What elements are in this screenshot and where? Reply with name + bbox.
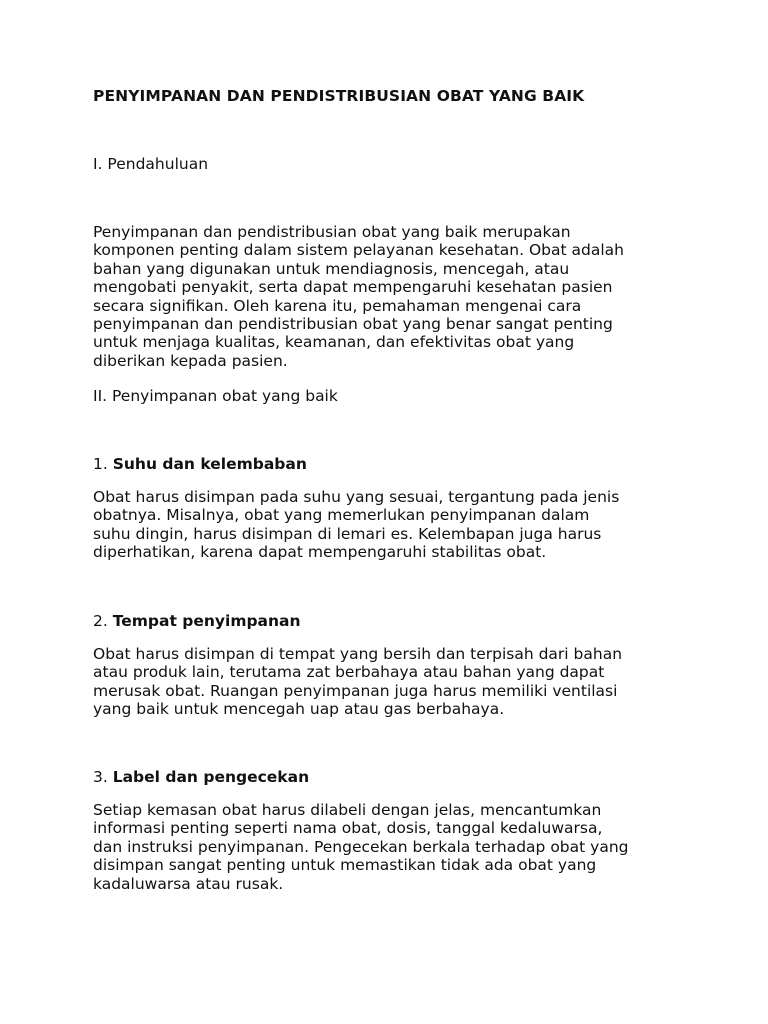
subsection-number: 2. [93, 612, 113, 630]
paragraph-line: bahan yang digunakan untuk mendiagnosis, mencegah, atau [93, 259, 570, 278]
temperature-paragraph [93, 488, 693, 562]
paragraph-line: Obat harus disimpan di tempat yang bersih dan terpisah dari bahan [93, 645, 623, 663]
label-paragraph [93, 801, 693, 893]
paragraph-line: diperhatikan, karena dapat mempengaruhi stabilitas obat. [93, 543, 547, 562]
subsection-heading-temperature [93, 455, 307, 473]
section-heading-introduction: I. Pendahuluan [93, 155, 209, 173]
paragraph-line: mengobati penyakit, serta dapat mempengaruhi kesehatan pasien [93, 278, 613, 297]
storage-place-paragraph [93, 645, 693, 719]
introduction-paragraph [93, 223, 693, 370]
paragraph-line: disimpan sangat penting untuk memastikan tidak ada obat yang [93, 856, 597, 875]
subsection-number: 1. [93, 455, 113, 473]
subsection-title: Suhu dan kelembaban [112, 455, 307, 473]
paragraph-line: merusak obat. Ruangan penyimpanan juga harus memiliki ventilasi [93, 681, 618, 700]
section-heading-storage: II. Penyimpanan obat yang baik [93, 387, 338, 405]
paragraph-line: diberikan kepada pasien. [93, 351, 288, 370]
paragraph-line: penyimpanan dan pendistribusian obat yang benar sangat penting [93, 315, 613, 334]
paragraph-line: yang baik untuk mencegah uap atau gas berbahaya. [93, 700, 505, 719]
paragraph-line: secara signifikan. Oleh karena itu, pemahaman mengenai cara [93, 296, 582, 315]
subsection-title: Tempat penyimpanan [112, 612, 301, 630]
paragraph-line: Obat harus disimpan pada suhu yang sesuai, tergantung pada jenis [93, 488, 620, 506]
paragraph-line: suhu dingin, harus disimpan di lemari es. Kelembapan juga harus [93, 524, 602, 543]
paragraph-line: dan instruksi penyimpanan. Pengecekan berkala terhadap obat yang [93, 837, 629, 856]
paragraph-line: komponen penting dalam sistem pelayanan kesehatan. Obat adalah [93, 241, 624, 260]
subsection-title: Label dan pengecekan [112, 768, 310, 786]
paragraph-line: obatnya. Misalnya, obat yang memerlukan penyimpanan dalam [93, 506, 590, 525]
document-title: PENYIMPANAN DAN PENDISTRIBUSIAN OBAT YANG BAIK [93, 87, 585, 105]
paragraph-line: atau produk lain, terutama zat berbahaya atau bahan yang dapat [93, 663, 605, 682]
paragraph-line: untuk menjaga kualitas, keamanan, dan efektivitas obat yang [93, 333, 575, 352]
subsection-heading-storage-place [93, 612, 301, 630]
paragraph-line: informasi penting seperti nama obat, dosis, tanggal kedaluwarsa, [93, 819, 603, 838]
subsection-number: 3. [93, 768, 113, 786]
paragraph-line: Setiap kemasan obat harus dilabeli dengan jelas, mencantumkan [93, 801, 602, 819]
paragraph-line: kadaluwarsa atau rusak. [93, 874, 284, 893]
paragraph-line: Penyimpanan dan pendistribusian obat yang baik merupakan [93, 223, 571, 241]
subsection-heading-label [93, 768, 309, 786]
